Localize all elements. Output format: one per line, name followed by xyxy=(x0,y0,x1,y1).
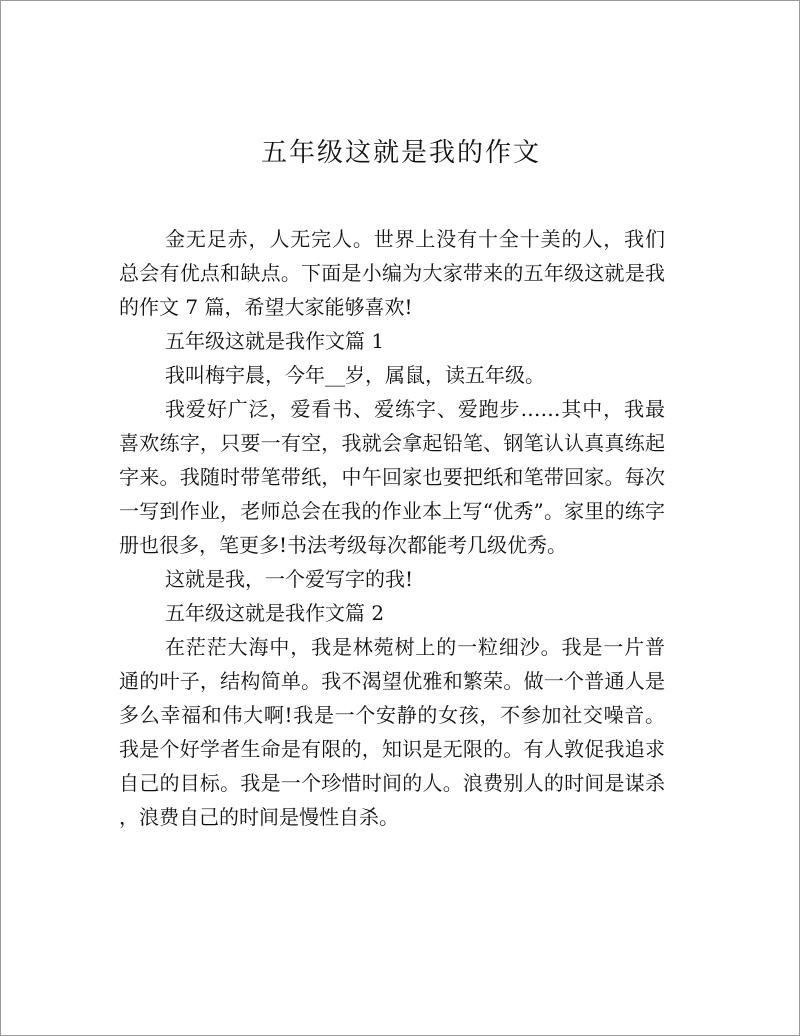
text-line: 字来。我随时带笔带纸，中午回家也要把纸和笔带回家。每次 xyxy=(119,465,665,489)
section-heading-1 xyxy=(119,324,665,358)
section-heading-2 xyxy=(119,596,665,630)
paragraph xyxy=(119,562,665,596)
text-line: 五年级这就是我作文篇 2 xyxy=(165,601,385,625)
text-line: 一写到作业，老师总会在我的作业本上写“优秀”。家里的练字 xyxy=(119,499,665,523)
text-line: 五年级这就是我作文篇 1 xyxy=(165,329,385,353)
document-body xyxy=(119,222,665,834)
text-line: 这就是我，一个爱写字的我! xyxy=(165,567,414,591)
paragraph xyxy=(119,358,665,392)
text-line: 我叫梅宇晨，今年__岁，属鼠，读五年级。 xyxy=(165,363,545,387)
text-line: 我爱好广泛，爱看书、爱练字、爱跑步……其中，我最 xyxy=(165,397,665,421)
text-line: 册也很多，笔更多!书法考级每次都能考几级优秀。 xyxy=(119,533,568,557)
page-title: 五年级这就是我的作文 xyxy=(260,138,541,168)
paragraph xyxy=(119,630,665,834)
text-line: 喜欢练字，只要一有空，我就会拿起铅笔、钢笔认认真真练起 xyxy=(119,431,665,455)
text-line: 我是个好学者生命是有限的，知识是无限的。有人敦促我追求 xyxy=(119,737,665,761)
paragraph xyxy=(119,392,665,562)
text-line: 金无足赤，人无完人。世界上没有十全十美的人，我们 xyxy=(165,227,665,251)
paragraph-intro xyxy=(119,222,665,324)
text-line: 自己的目标。我是一个珍惜时间的人。浪费别人的时间是谋杀 xyxy=(119,771,665,795)
text-line: 总会有优点和缺点。下面是小编为大家带来的五年级这就是我 xyxy=(119,261,665,285)
text-line: 在茫茫大海中，我是林菀树上的一粒细沙。我是一片普 xyxy=(165,635,665,659)
text-line: 的作文 7 篇，希望大家能够喜欢! xyxy=(119,295,413,319)
text-line: ，浪费自己的时间是慢性自杀。 xyxy=(119,805,399,829)
text-line: 通的叶子，结构简单。我不渴望优雅和繁荣。做一个普通人是 xyxy=(119,669,665,693)
text-line: 多么幸福和伟大啊!我是一个安静的女孩，不参加社交噪音。 xyxy=(119,703,665,727)
